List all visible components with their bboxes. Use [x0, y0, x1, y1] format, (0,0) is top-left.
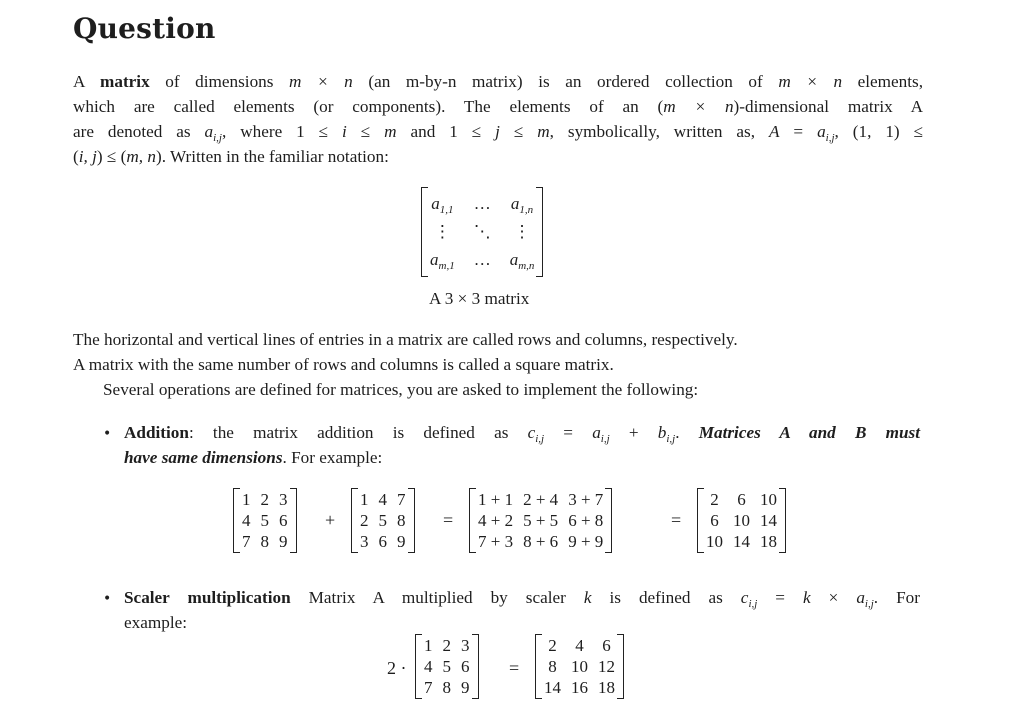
- term-matrix: matrix: [100, 72, 150, 91]
- scaler-matrix-a-table: 1 2 3 4 5 6 7 8 9: [424, 635, 470, 697]
- plus-operator: +: [325, 510, 336, 530]
- bullet-scaler: •: [103, 591, 112, 607]
- addition-matrix-a: [233, 488, 297, 553]
- intro-line-4: (i, j) ≤ (m, n). Written in the familiar notation:: [73, 147, 389, 166]
- addition-matrix-result-table: 2 6 10 6 10 14 10 14 18: [706, 489, 777, 551]
- scaler-description: Scaler multiplication Matrix A multiplied by scaler k is defined as $c_{i,j} = k \times a_{i,j}$. For example:: [124, 588, 920, 632]
- para2-line-1: The horizontal and vertical lines of entries in a matrix are called rows and columns, respectively.: [73, 330, 738, 349]
- addition-matrix-result: [697, 488, 786, 553]
- intro-line-3: are denoted as $a_{i,j}$, where 1 ≤ i ≤ m and 1 ≤ j ≤ m, symbolically, written as, $A = a_{i,j}$, (1, 1) ≤: [73, 122, 923, 144]
- scaler-label: Scaler multiplication: [124, 588, 291, 607]
- intro-line-1: A matrix of dimensions m × n (an m-by-n matrix) is an ordered collection of m × n elements,: [73, 72, 924, 91]
- scalar-multiplier: 2 ·: [387, 658, 407, 678]
- equals-operator-1: =: [443, 510, 454, 530]
- scaler-matrix-a: [415, 634, 479, 699]
- scaler-equals-operator: =: [509, 658, 520, 678]
- rows-columns-paragraph: [73, 327, 923, 402]
- intro-paragraph: [73, 69, 923, 169]
- page-title: Question: [73, 12, 216, 45]
- addition-matrix-b: [351, 488, 415, 553]
- addition-description: Addition: the matrix addition is defined as $c_{i,j} = a_{i,j} + b_{i,j}$. Matrices A and B must have same dimensions. For example:: [124, 423, 921, 467]
- scaler-matrix-result: [535, 634, 624, 699]
- intro-line-2: which are called elements (or components). The elements of an (m × n)-dimensional matrix A: [73, 97, 923, 116]
- addition-matrix-a-table: 1 2 3 4 5 6 7 8 9: [242, 489, 288, 551]
- para2-line-3: Several operations are defined for matrices, you are asked to implement the following:: [103, 380, 699, 399]
- para2-line-2: A matrix with the same number of rows and columns is called a square matrix.: [73, 355, 614, 374]
- addition-matrix-sum-table: 1 + 1 2 + 4 3 + 7 4 + 2 5 + 5 6 + 8 7 + 3 8 + 6 9 + 9: [478, 489, 604, 551]
- equals-operator-2: =: [671, 510, 682, 530]
- general-matrix: $a_{1,1}$ … $a_{1,n}$ ⋮ ⋱ ⋮ $a_{m,1}$ … $a_{m,n}$: [421, 187, 543, 277]
- scaler-matrix-result-table: 2 4 6 8 10 12 14 16 18: [544, 635, 615, 697]
- bullet-addition: •: [103, 426, 112, 442]
- matrix-caption: A 3 × 3 matrix: [429, 289, 530, 308]
- addition-label: Addition: [124, 423, 189, 442]
- addition-matrix-sum: [469, 488, 612, 553]
- addition-matrix-b-table: 1 4 7 2 5 8 3 6 9: [360, 489, 406, 551]
